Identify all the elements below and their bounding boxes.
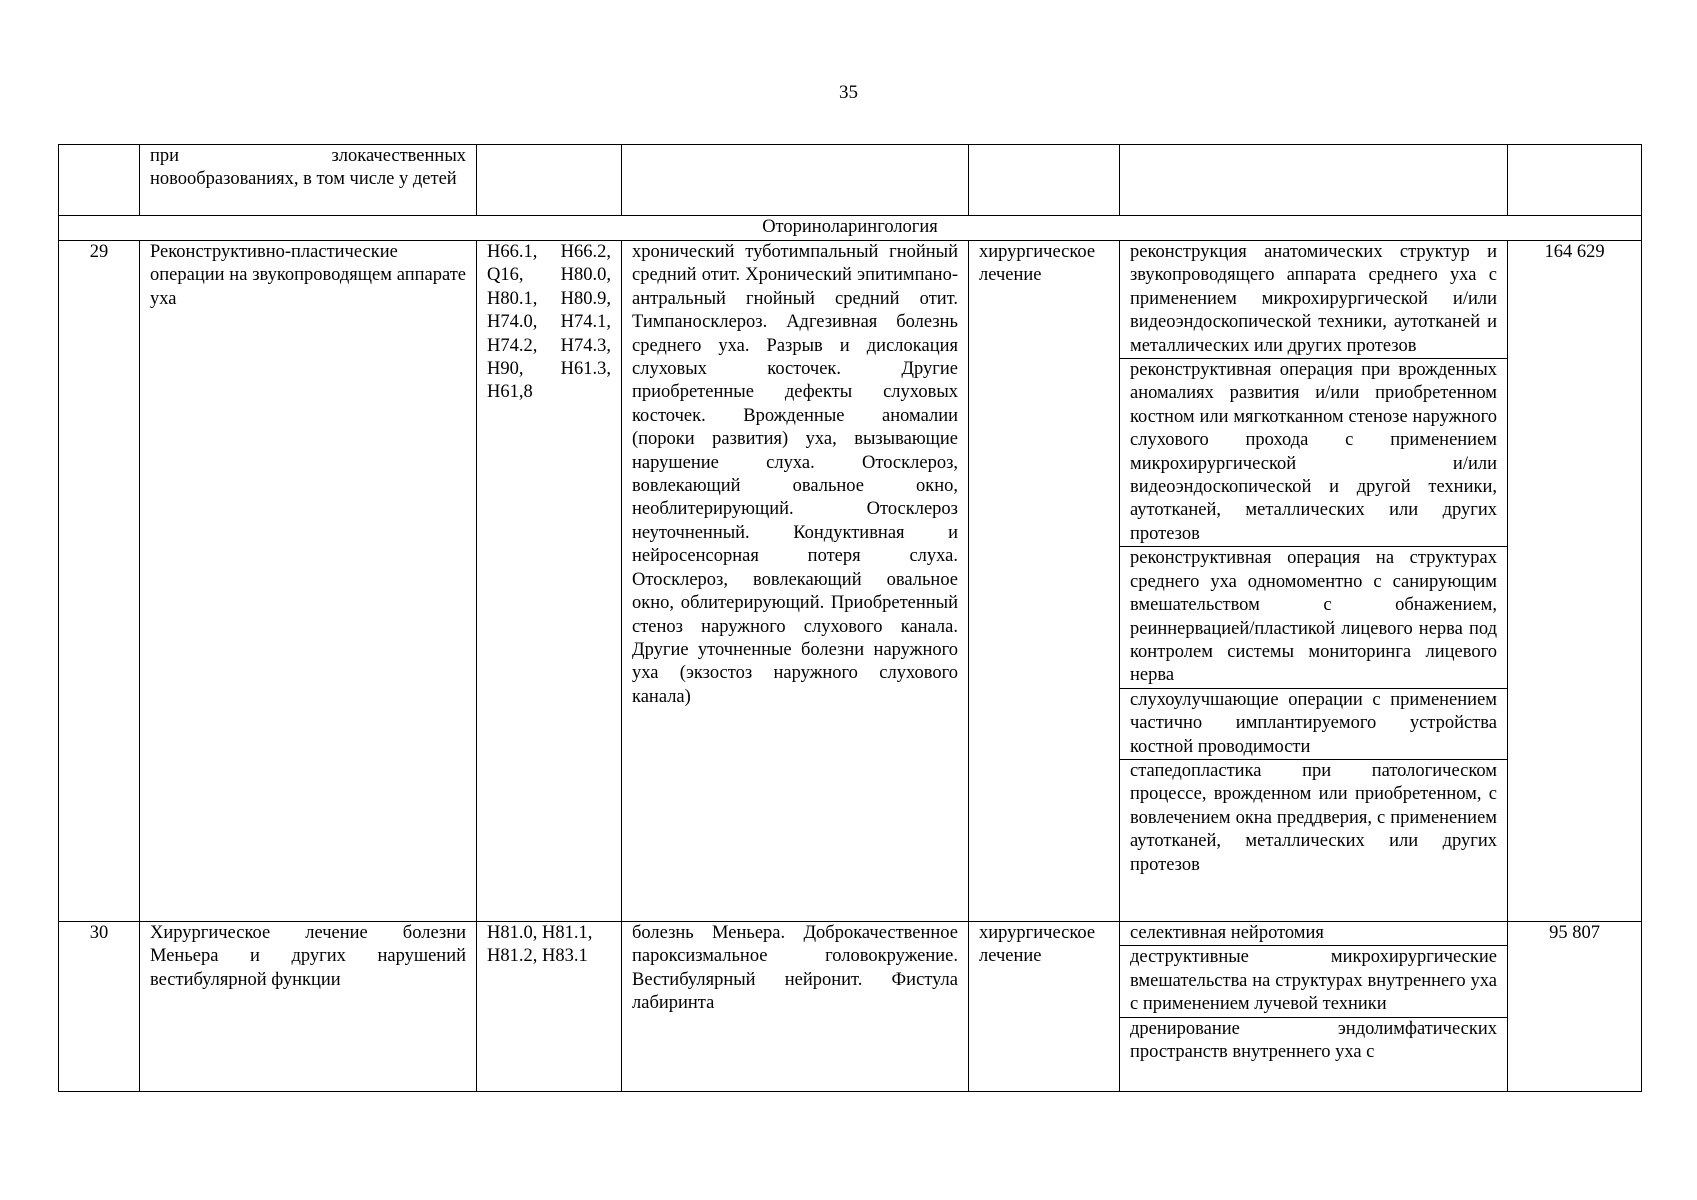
row-name-cell [140, 922, 477, 1092]
continued-treatment-cell [969, 145, 1120, 216]
page-number: 35 [839, 82, 858, 103]
continued-row [59, 145, 1642, 216]
row-treatment: хирургическое лечение [979, 923, 1096, 967]
row-codes-cell [477, 241, 622, 922]
row-codes: H81.0, H81.1, H81.2, H83.1 [487, 923, 593, 967]
row-diagnosis-cell [622, 241, 969, 922]
row-methods-cell [1120, 241, 1508, 922]
row-codes-cell [477, 922, 622, 1092]
row-treatment-cell [969, 922, 1120, 1092]
method-item: реконструкция анатомических структур и звукопроводящего аппарата среднего уха с применением микрохирургической и/или видеоэндоскопической техники, аутотканей и металлических или других протезов [1120, 241, 1507, 359]
row-num: 30 [89, 923, 109, 943]
row-diagnosis: хронический туботимпальный гнойный средний отит. Хронический эпитимпано-антральный гнойный средний отит. Тимпаносклероз. Адгезивная болезнь среднего уха. Разрыв и дислокация слуховых косточек. Другие приобретенные дефекты слуховых косточек. Врожденные аномалии (пороки развития) уха, вызывающие нарушение слуха. Отосклероз, вовлекающий овальное окно, необлитерирующий. Отосклероз неуточненный. Кондуктивная и нейросенсорная потеря слуха. Отосклероз, вовлекающий овальное окно, облитерирующий. Приобретенный стеноз наружного слухового канала. Другие уточненные болезни наружного уха (экзостоз наружного слухового канала) [632, 242, 958, 707]
method-item: реконструктивная операция при врожденных аномалиях развития и/или приобретенном костном или мягкотканном стенозе наружного слухового прохода с применением микрохирургической и/или видеоэндоскопической и другой техники, аутотканей, металлических или других протезов [1120, 359, 1507, 547]
section-row [59, 216, 1642, 241]
method-item: селективная нейротомия [1120, 922, 1507, 946]
method-item: реконструктивная операция на структурах среднего уха одномоментно с санирующим вмешательством с обнажением, реиннервацией/пластикой лицевого нерва под контролем системы мониторинга лицевого нерва [1120, 547, 1507, 688]
table-row [59, 922, 1642, 1092]
methods-list [1120, 241, 1507, 921]
row-num-cell [59, 922, 140, 1092]
row-treatment: хирургическое лечение [979, 242, 1096, 286]
row-num: 29 [89, 242, 109, 262]
row-treatment-cell [969, 241, 1120, 922]
continued-name: при злокачественных новообразованиях, в том числе у детей [150, 146, 466, 190]
method-item: дренирование эндолимфатических пространств внутреннего уха с [1130, 1018, 1497, 1063]
row-name-cell [140, 241, 477, 922]
row-diagnosis: болезнь Меньера. Доброкачественное пароксизмальное головокружение. Вестибулярный нейронит. Фистула лабиринта [632, 923, 958, 1014]
continued-num-cell [59, 145, 140, 216]
services-table [58, 144, 1642, 1092]
method-item: стапедопластика при патологическом процессе, врожденном или приобретенном, с вовлечением окна преддверия, с применением аутотканей, металлических или других протезов [1130, 760, 1497, 875]
row-cost: 164 629 [1544, 242, 1605, 262]
row-codes: H66.1, H66.2, Q16, H80.0, H80.1, H80.9, H74.0, H74.1, H74.2, H74.3, H90, H61.3, H61,8 [487, 242, 611, 403]
row-name: Хирургическое лечение болезни Меньера и других нарушений вестибулярной функции [150, 923, 466, 990]
method-item: слухоулучшающие операции с применением частично имплантируемого устройства костной проводимости [1120, 689, 1507, 760]
row-name: Реконструктивно-пластические операции на звукопроводящем аппарате уха [150, 242, 466, 309]
row-cost-cell [1508, 922, 1642, 1092]
continued-cost-cell [1508, 145, 1642, 216]
continued-methods-cell [1120, 145, 1508, 216]
methods-list [1120, 922, 1507, 1064]
row-cost-cell [1508, 241, 1642, 922]
row-cost: 95 807 [1549, 923, 1600, 943]
table-row [59, 241, 1642, 922]
method-item: деструктивные микрохирургические вмешательства на структурах внутреннего уха с применением лучевой техники [1120, 946, 1507, 1017]
row-methods-cell [1120, 922, 1508, 1092]
continued-name-cell [140, 145, 477, 216]
row-diagnosis-cell [622, 922, 969, 1092]
continued-codes-cell [477, 145, 622, 216]
section-title: Оториноларингология [59, 216, 1642, 241]
row-num-cell [59, 241, 140, 922]
continued-diagnosis-cell [622, 145, 969, 216]
